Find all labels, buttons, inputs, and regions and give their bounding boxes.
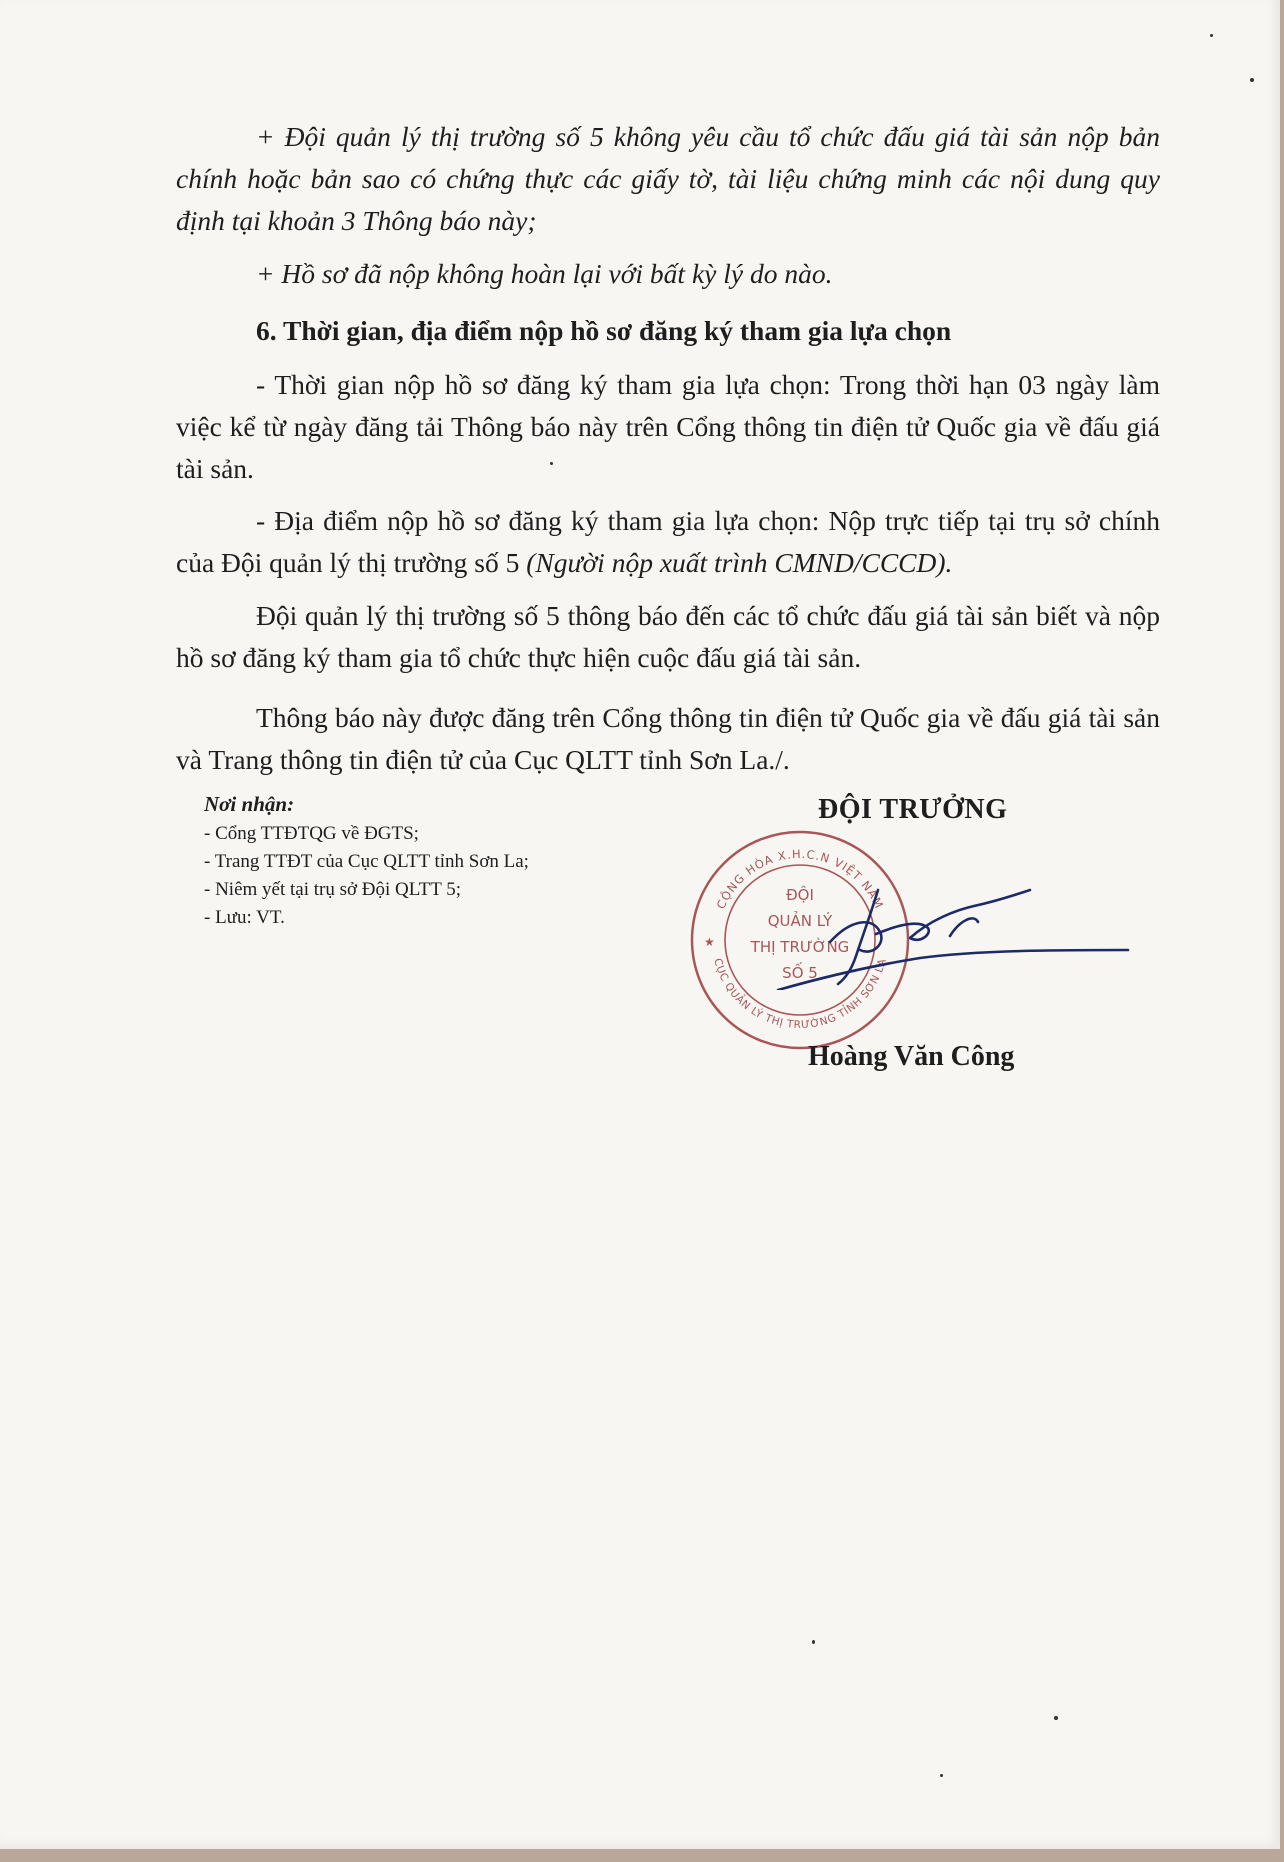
recipient-item: - Niêm yết tại trụ sở Đội QLTT 5; [204, 879, 462, 900]
signer-title: ĐỘI TRƯỞNG [818, 794, 1008, 825]
paragraph-submission-place [176, 500, 1160, 584]
recipients-title: Nơi nhận [204, 792, 288, 816]
paper-speck [812, 1640, 815, 1644]
stamp-line-3: THỊ TRƯỜNG [750, 938, 850, 956]
paper-speck [940, 1774, 943, 1777]
paragraph-no-original-required: + Đội quản lý thị trường số 5 không yêu cầu tổ chức đấu giá tài sản nộp bản chính hoặc bản sao có chứng thực các giấy tờ, tài liệu chứng minh các nội dung quy định tại khoản 3 Thông báo này; [176, 121, 1160, 236]
paper-speck [550, 462, 553, 465]
recipient-item: - Lưu: VT. [204, 907, 285, 928]
stamp-outer-bottom: CỤC QUẢN LÝ THỊ TRƯỜNG TỈNH SƠN LA [711, 957, 889, 1032]
paper-speck [1210, 34, 1213, 37]
signer-name: Hoàng Văn Công [808, 1041, 1015, 1072]
stamp-line-2: QUẢN LÝ [767, 912, 833, 930]
stamp-line-4: SỐ 5 [782, 964, 818, 982]
paragraph-publication: Thông báo này được đăng trên Cổng thông tin điện tử Quốc gia về đấu giá tài sản và Trang thông tin điện tử của Cục QLTT tỉnh Sơn La./. [176, 702, 1160, 775]
paragraph-no-refund: + Hồ sơ đã nộp không hoàn lại với bất kỳ lý do nào. [256, 258, 833, 289]
handwritten-signature [760, 880, 1130, 990]
stamp-line-1: ĐỘI [786, 886, 814, 904]
recipient-item: - Trang TTĐT của Cục QLTT tỉnh Sơn La; [204, 851, 529, 872]
section-heading-6: 6. Thời gian, địa điểm nộp hồ sơ đăng ký tham gia lựa chọn [256, 315, 952, 346]
stamp-star-icon: ★ [704, 935, 715, 949]
recipients-colon: : [287, 792, 295, 816]
paper-speck [1250, 78, 1254, 82]
submission-place-text: - Địa điểm nộp hồ sơ đăng ký tham gia lựa chọn: Nộp trực tiếp tại trụ sở chính của Đội quản lý thị trường số 5 [176, 505, 1160, 578]
paragraph-submission-time: - Thời gian nộp hồ sơ đăng ký tham gia lựa chọn: Trong thời hạn 03 ngày làm việc kể từ ngày đăng tải Thông báo này trên Cổng thông tin điện tử Quốc gia về đấu giá tài sản. [176, 369, 1160, 484]
paragraph-notification: Đội quản lý thị trường số 5 thông báo đến các tổ chức đấu giá tài sản biết và nộp hồ sơ đăng ký tham gia tổ chức thực hiện cuộc đấu giá tài sản. [176, 600, 1160, 673]
paper-speck [1054, 1716, 1058, 1720]
stamp-outer-top: CỘNG HÒA X.H.C.N VIỆT NAM [713, 846, 887, 912]
submission-place-note: (Người nộp xuất trình CMND/CCCD). [526, 547, 953, 578]
recipient-item: - Cổng TTĐTQG về ĐGTS; [204, 823, 419, 844]
recipients-block [204, 790, 529, 932]
